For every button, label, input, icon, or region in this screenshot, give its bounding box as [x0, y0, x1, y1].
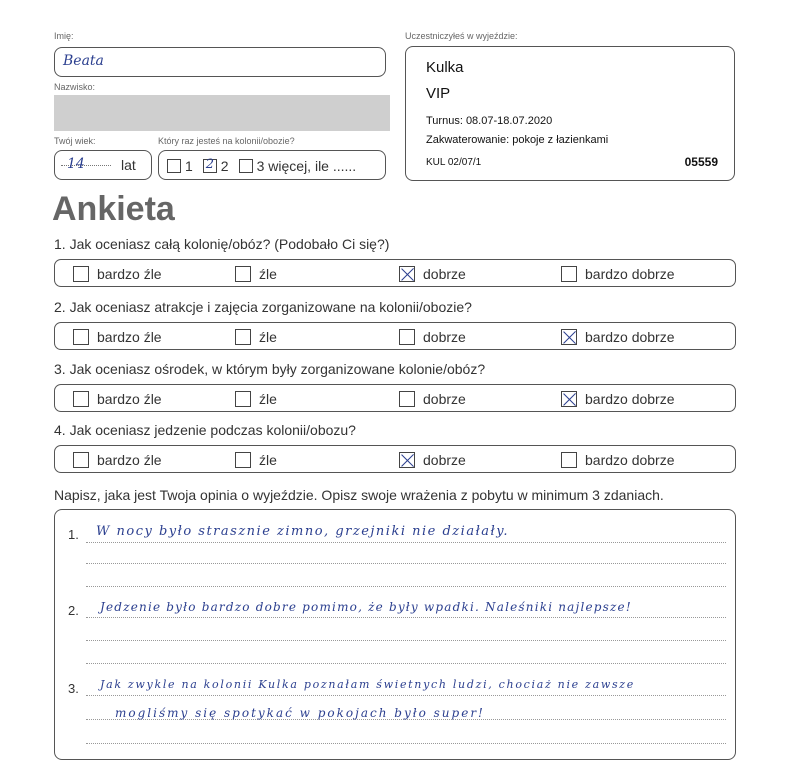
answer-number-2: 2.	[68, 603, 79, 618]
wiek-unit: lat	[121, 157, 136, 173]
wiek-value: 14	[67, 156, 85, 172]
rating-label: bardzo dobrze	[585, 329, 675, 345]
trip-code: KUL 02/07/1	[426, 157, 482, 168]
question-1-text: 1. Jak oceniasz całą kolonię/obóz? (Podobało Ci się?)	[54, 236, 390, 252]
question-3-option-4[interactable]	[561, 389, 675, 409]
trip-zakwaterowanie: Zakwaterowanie: pokoje z łazienkami	[426, 134, 609, 146]
opinion-box[interactable]	[54, 509, 736, 760]
rating-checkbox[interactable]	[399, 329, 415, 345]
rating-checkbox[interactable]	[73, 329, 89, 345]
rating-checkbox[interactable]	[561, 452, 577, 468]
rating-checkbox[interactable]	[399, 391, 415, 407]
imie-value: Beata	[63, 53, 104, 69]
question-1-option-1[interactable]	[73, 264, 162, 284]
question-1-option-2[interactable]	[235, 264, 277, 284]
question-2-option-4[interactable]	[561, 327, 675, 347]
page-title: Ankieta	[52, 190, 175, 228]
trip-info-box	[405, 46, 735, 181]
opinion-prompt: Napisz, jaka jest Twoja opinia o wyjeździe. Opisz swoje wrażenia z pobytu w minimum 3 zdaniach.	[54, 487, 664, 503]
answer-1: W nocy było strasznie zimno, grzejniki nie działały.	[96, 524, 509, 539]
ktory-raz-1-label: 1	[185, 158, 193, 174]
rating-label: dobrze	[423, 391, 466, 407]
trip-turnus: Turnus: 08.07-18.07.2020	[426, 115, 553, 127]
question-3-option-2[interactable]	[235, 389, 277, 409]
rating-checkbox[interactable]	[561, 391, 577, 407]
question-4-option-3[interactable]	[399, 450, 466, 470]
answer-3-line-2: mogliśmy się spotykać w pokojach było super!	[115, 706, 485, 720]
imie-label: Imię:	[54, 31, 74, 41]
question-3-text: 3. Jak oceniasz ośrodek, w którym były zorganizowane kolonie/obóz?	[54, 361, 486, 377]
rating-checkbox[interactable]	[561, 329, 577, 345]
rating-label: źle	[259, 266, 277, 282]
rating-checkbox[interactable]	[235, 329, 251, 345]
question-3-options	[54, 384, 736, 412]
rating-checkbox[interactable]	[399, 452, 415, 468]
answer-2: Jedzenie było bardzo dobre pomimo, że były wpadki. Naleśniki najlepsze!	[100, 600, 632, 614]
ktory-raz-3-label: 3 więcej, ile ......	[256, 158, 357, 174]
question-2-option-1[interactable]	[73, 327, 162, 347]
question-2-text: 2. Jak oceniasz atrakcje i zajęcia zorganizowane na kolonii/obozie?	[54, 299, 472, 315]
ktory-raz-2-checkbox[interactable]	[203, 159, 217, 173]
ktory-raz-label: Który raz jesteś na kolonii/obozie?	[158, 136, 295, 146]
rating-label: bardzo źle	[97, 266, 162, 282]
trip-tier: VIP	[426, 85, 451, 102]
rating-label: źle	[259, 391, 277, 407]
nazwisko-label: Nazwisko:	[54, 82, 96, 92]
rating-label: bardzo dobrze	[585, 452, 675, 468]
rating-label: dobrze	[423, 329, 466, 345]
uczestniczyles-label: Uczestniczyłeś w wyjeździe:	[405, 31, 518, 41]
rating-label: dobrze	[423, 266, 466, 282]
trip-number: 05559	[684, 155, 718, 169]
question-3-option-1[interactable]	[73, 389, 162, 409]
question-4-option-2[interactable]	[235, 450, 277, 470]
wiek-label: Twój wiek:	[54, 136, 96, 146]
rating-label: bardzo dobrze	[585, 266, 675, 282]
question-4-option-1[interactable]	[73, 450, 162, 470]
rating-checkbox[interactable]	[399, 266, 415, 282]
answer-number-3: 3.	[68, 681, 79, 696]
rating-label: źle	[259, 452, 277, 468]
answer-number-1: 1.	[68, 527, 79, 542]
ktory-raz-2-label: 2	[220, 158, 229, 174]
rating-label: bardzo dobrze	[585, 391, 675, 407]
question-2-option-2[interactable]	[235, 327, 277, 347]
ktory-raz-field	[158, 150, 386, 180]
rating-label: bardzo źle	[97, 391, 162, 407]
ktory-raz-3-checkbox[interactable]	[239, 159, 253, 173]
question-1-option-3[interactable]	[399, 264, 466, 284]
question-2-option-3[interactable]	[399, 327, 466, 347]
rating-label: dobrze	[423, 452, 466, 468]
rating-label: bardzo źle	[97, 452, 162, 468]
rating-checkbox[interactable]	[235, 391, 251, 407]
question-4-text: 4. Jak oceniasz jedzenie podczas kolonii/obozu?	[54, 422, 356, 438]
rating-label: źle	[259, 329, 277, 345]
trip-name: Kulka	[426, 59, 464, 76]
imie-field[interactable]	[54, 47, 386, 77]
question-1-options	[54, 259, 736, 287]
question-4-option-4[interactable]	[561, 450, 675, 470]
nazwisko-redacted	[54, 95, 390, 131]
question-1-option-4[interactable]	[561, 264, 675, 284]
question-3-option-3[interactable]	[399, 389, 466, 409]
question-4-options	[54, 445, 736, 473]
question-2-options	[54, 322, 736, 350]
rating-checkbox[interactable]	[235, 452, 251, 468]
rating-checkbox[interactable]	[73, 452, 89, 468]
rating-checkbox[interactable]	[235, 266, 251, 282]
answer-3-line-1: Jak zwykle na kolonii Kulka poznałam świetnych ludzi, chociaż nie zawsze	[100, 678, 636, 691]
wiek-field[interactable]	[54, 150, 152, 180]
rating-checkbox[interactable]	[561, 266, 577, 282]
ktory-raz-2-mark: 2	[205, 157, 215, 172]
ktory-raz-1-checkbox[interactable]	[167, 159, 181, 173]
rating-checkbox[interactable]	[73, 391, 89, 407]
rating-checkbox[interactable]	[73, 266, 89, 282]
rating-label: bardzo źle	[97, 329, 162, 345]
